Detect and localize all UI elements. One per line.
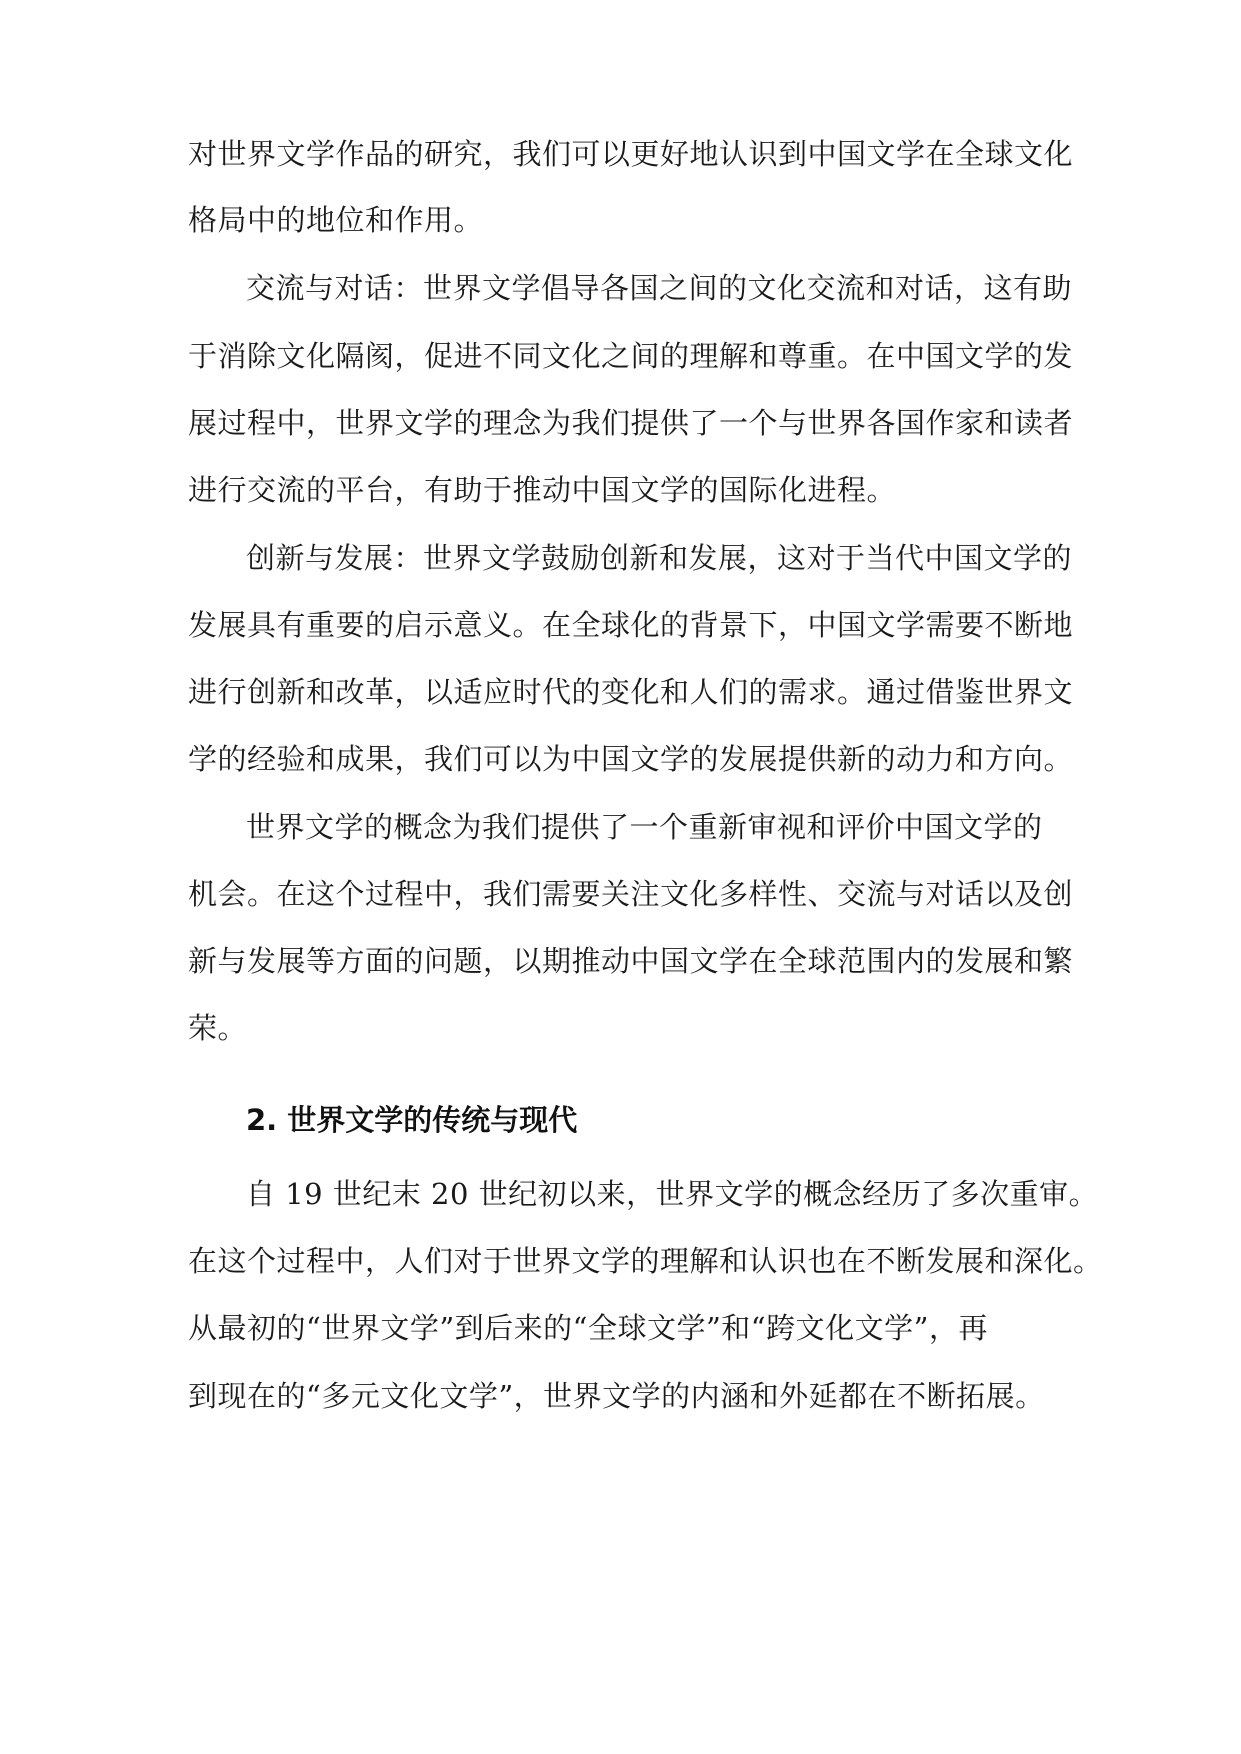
paragraph-line: 于消除文化隔阂，促进不同文化之间的理解和尊重。在中国文学的发 xyxy=(188,339,1074,373)
paragraph-line: 荣。 xyxy=(188,1011,248,1045)
paragraph-line: 进行创新和改革，以适应时代的变化和人们的需求。通过借鉴世界文 xyxy=(188,675,1074,709)
paragraph-line: 进行交流的平台，有助于推动中国文学的国际化进程。 xyxy=(188,473,897,507)
paragraph-line: 格局中的地位和作用。 xyxy=(188,203,484,237)
paragraph-line: 在这个过程中，人们对于世界文学的理解和认识也在不断发展和深化。 xyxy=(188,1244,1103,1278)
paragraph-line: 自 19 世纪末 20 世纪初以来，世界文学的概念经历了多次重审。 xyxy=(246,1177,1099,1211)
section-heading: 2. 世界文学的传统与现代 xyxy=(246,1103,578,1137)
paragraph-line: 新与发展等方面的问题，以期推动中国文学在全球范围内的发展和繁 xyxy=(188,944,1074,978)
paragraph-line: 创新与发展：世界文学鼓励创新和发展，这对于当代中国文学的 xyxy=(246,541,1073,575)
paragraph-line: 到现在的“多元文化文学”，世界文学的内涵和外延都在不断拓展。 xyxy=(188,1379,1045,1413)
paragraph-line: 世界文学的概念为我们提供了一个重新审视和评价中国文学的 xyxy=(246,810,1043,844)
paragraph-line: 对世界文学作品的研究，我们可以更好地认识到中国文学在全球文化 xyxy=(188,137,1074,171)
paragraph-line: 展过程中，世界文学的理念为我们提供了一个与世界各国作家和读者 xyxy=(188,406,1074,440)
paragraph-line: 发展具有重要的启示意义。在全球化的背景下，中国文学需要不断地 xyxy=(188,608,1074,642)
paragraph-line: 交流与对话：世界文学倡导各国之间的文化交流和对话，这有助 xyxy=(246,271,1073,305)
paragraph-line: 学的经验和成果，我们可以为中国文学的发展提供新的动力和方向。 xyxy=(188,742,1074,776)
paragraph-line: 从最初的“世界文学”到后来的“全球文学”和“跨文化文学”，再 xyxy=(188,1311,988,1345)
paragraph-line: 机会。在这个过程中，我们需要关注文化多样性、交流与对话以及创 xyxy=(188,877,1074,911)
